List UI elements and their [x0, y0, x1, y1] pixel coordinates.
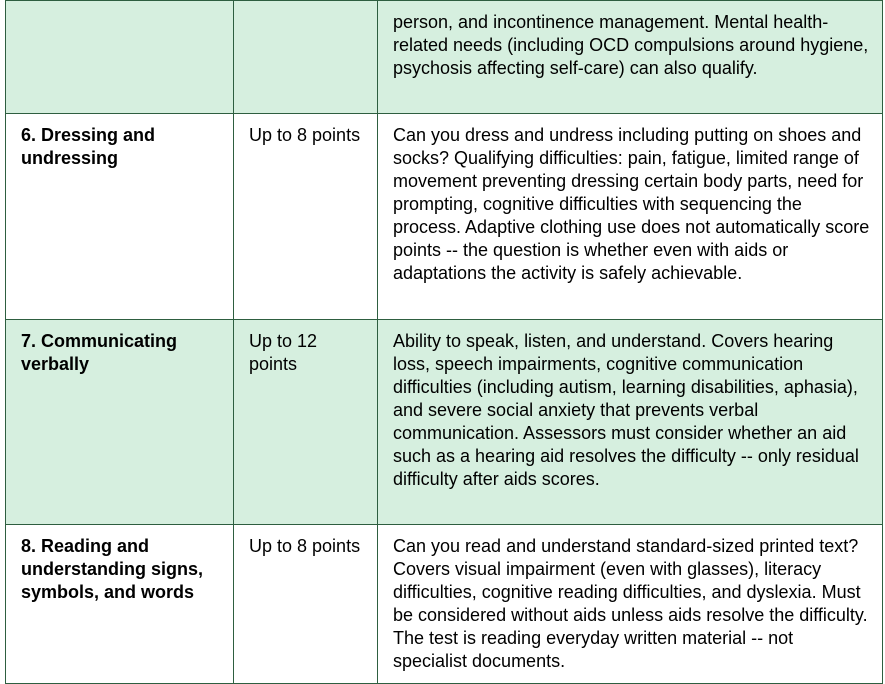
points-cell: Up to 8 points	[234, 525, 378, 684]
description-cell: Can you read and understand standard-sized printed text? Covers visual impairment (even with glasses), literacy difficulties, cognitive reading difficulties, and dyslexia. Must be considered without aids unless aids resolve the difficulty. The test is reading everyday written material -- not specialist documents.	[378, 525, 883, 684]
activity-cell: 6. Dressing and undressing	[6, 114, 234, 320]
table-row	[6, 320, 883, 525]
points-cell: Up to 12 points	[234, 320, 378, 525]
points-cell: Up to 8 points	[234, 114, 378, 320]
points-cell	[234, 1, 378, 114]
table-row	[6, 1, 883, 114]
description-cell: person, and incontinence management. Mental health-related needs (including OCD compulsions around hygiene, psychosis affecting self-care) can also qualify.	[378, 1, 883, 114]
pip-activities-table	[5, 0, 883, 684]
description-cell: Can you dress and undress including putting on shoes and socks? Qualifying difficulties: pain, fatigue, limited range of movement preventing dressing certain body parts, need for prompting, cognitive difficulties with sequencing the process. Adaptive clothing use does not automatically score points -- the question is whether even with aids or adaptations the activity is safely achievable.	[378, 114, 883, 320]
activity-cell	[6, 1, 234, 114]
activity-cell: 7. Communicating verbally	[6, 320, 234, 525]
table-row	[6, 525, 883, 684]
table-row	[6, 114, 883, 320]
description-cell: Ability to speak, listen, and understand. Covers hearing loss, speech impairments, cognitive communication difficulties (including autism, learning disabilities, aphasia), and severe social anxiety that prevents verbal communication. Assessors must consider whether an aid such as a hearing aid resolves the difficulty -- only residual difficulty after aids scores.	[378, 320, 883, 525]
activity-cell: 8. Reading and understanding signs, symbols, and words	[6, 525, 234, 684]
